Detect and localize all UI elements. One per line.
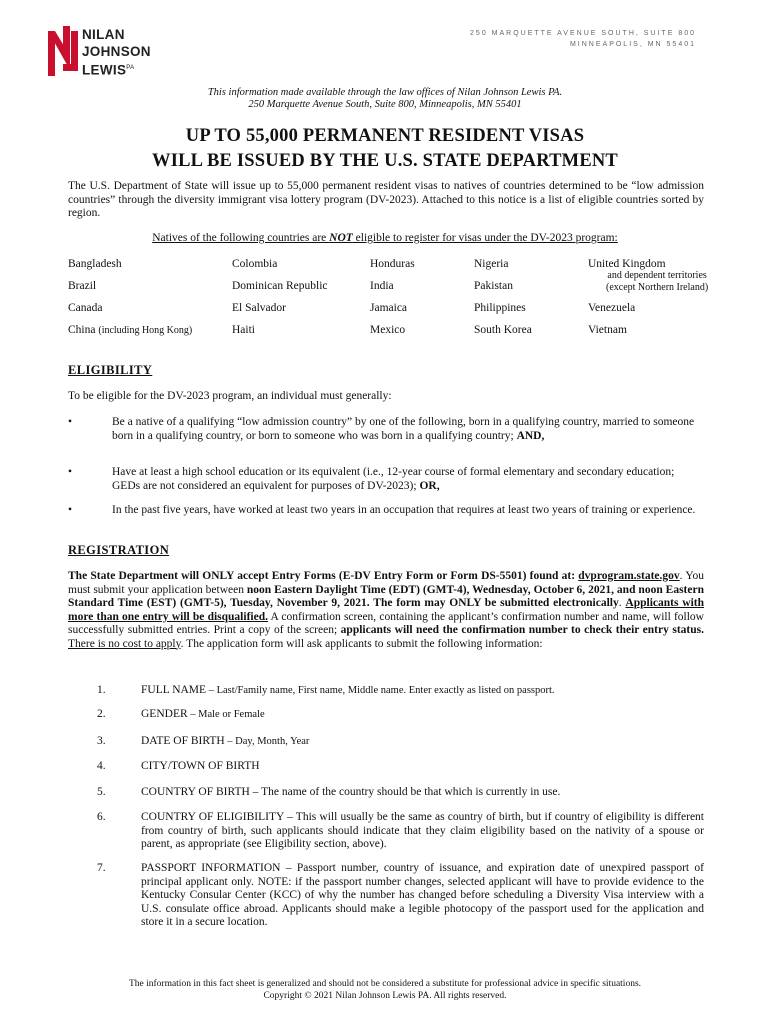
bullet-1-marker: • [68, 416, 73, 428]
item-2-text: GENDER – Male or Female [141, 708, 265, 720]
bullet-2-marker: • [68, 466, 73, 478]
country-col5-row3: Venezuela [588, 302, 636, 314]
country-col5-row1: United Kingdom [588, 258, 666, 270]
intro-note [0, 87, 770, 111]
registration-paragraph: The State Department will ONLY accept Entry Forms (E-DV Entry Form or Form DS-5501) found at: dvprogram.state.gov. You must submit your application between noon Eastern Daylight Time (EDT) (GMT-4), Wednesday, October 6, 2021, and noon Eastern Standard Time (EST) (GMT-5), Tuesday, November 9, 2021. The form may ONLY be submitted electronically. Applicants with more than one entry will be disqualified. A confirmation screen, containing the applicant’s confirmation number and name, will follow successfully submitted entries. Print a copy of the screen; applicants will need the confirmation number to check their entry status. There is no cost to apply. The application form will ask applicants to submit the following information: [68, 570, 705, 650]
eligibility-bullet-2: Have at least a high school education or its equivalent (i.e., 12-year course of formal elementary and secondary education; GEDs are not considered an equivalent for purposes of DV-2023); OR, [112, 466, 675, 492]
footer-disclaimer: The information in this fact sheet is generalized and should not be considered a substitute for professional advice in specific situations. [128, 979, 642, 989]
country-col1-row1: Bangladesh [68, 258, 122, 270]
eligibility-heading: ELIGIBILITY [68, 363, 153, 377]
country-col4-row3: Philippines [474, 302, 526, 314]
country-col5-row4: Vietnam [588, 324, 627, 336]
country-col4-row1: Nigeria [474, 258, 509, 270]
country-col4-row2: Pakistan [474, 280, 513, 292]
nilan-johnson-lewis-logo-icon [48, 26, 78, 76]
logo-wordmark [82, 27, 151, 79]
country-col2-row4: Haiti [232, 324, 255, 336]
country-col3-row4: Mexico [370, 324, 406, 336]
country-col1-row3: Canada [68, 302, 103, 314]
country-col2-row1: Colombia [232, 258, 278, 270]
uk-territories-note [606, 270, 708, 294]
eligibility-bullet-3: In the past five years, have worked at least two years in an occupation that requires at least two years of training or experience. [112, 504, 696, 516]
eligibility-bullet-1: Be a native of a qualifying “low admission country” by one of the following, born in a qualifying country, married to someone born in a qualifying country, or born to someone who was born in a qualifying country; AND, [112, 416, 695, 442]
intro-line-1: This information made available through the law offices of Nilan Johnson Lewis PA. [207, 87, 563, 98]
item-7-number: 7. [97, 862, 106, 874]
bullet-3-marker: • [68, 504, 73, 516]
item-3-text: DATE OF BIRTH – Day, Month, Year [141, 735, 310, 747]
item-4-number: 4. [97, 760, 106, 772]
item-5-text: COUNTRY OF BIRTH – The name of the country should be that which is currently in use. [141, 786, 561, 798]
country-col2-row3: El Salvador [232, 302, 286, 314]
country-col3-row2: India [370, 280, 394, 292]
page-footer [0, 978, 770, 1002]
header-address [470, 28, 696, 50]
item-6-number: 6. [97, 811, 106, 823]
item-5-number: 5. [97, 786, 106, 798]
uk-note-line-2: (except Northern Ireland) [606, 282, 709, 293]
title-line-1: UP TO 55,000 PERMANENT RESIDENT VISAS [185, 126, 585, 146]
eligibility-intro: To be eligible for the DV-2023 program, an individual must generally: [68, 390, 392, 402]
country-col3-row1: Honduras [370, 258, 415, 270]
item-1-number: 1. [97, 684, 106, 696]
header-address-line-1: 250 MARQUETTE AVENUE SOUTH, SUITE 800 [470, 30, 696, 37]
item-2-number: 2. [97, 708, 106, 720]
logo-line-3: $LEWIS^{PA}$ [82, 62, 135, 78]
intro-line-2: 250 Marquette Avenue South, Suite 800, Minneapolis, MN 55401 [248, 99, 522, 110]
logo-line-1: NILAN [82, 27, 125, 42]
header-address-line-2: MINNEAPOLIS, MN 55401 [569, 41, 696, 48]
registration-heading: REGISTRATION [68, 543, 170, 557]
country-col1-row4: China (including Hong Kong) [68, 324, 193, 336]
summary-paragraph: The U.S. Department of State will issue up to 55,000 permanent resident visas to natives of countries determined to be “low admission countries” through the diversity immigrant visa lottery program (DV-2023). Attached to this notice is a list of eligible countries sorted by region. [68, 180, 704, 219]
item-4-text: CITY/TOWN OF BIRTH [141, 760, 260, 772]
country-col2-row2: Dominican Republic [232, 280, 328, 292]
dvprogram-link[interactable]: dvprogram.state.gov [578, 570, 680, 582]
item-6-text: COUNTRY OF ELIGIBILITY – This will usually be the same as country of birth, but if country of eligibility is different from country of birth, such applicants should indicate that they claim eligibility based on the nativity of a spouse or parent, as appropriate (see Eligibility section, above). [141, 811, 704, 850]
item-7-text: PASSPORT INFORMATION – Passport number, country of issuance, and expiration date of unexpired passport of principal applicant only. NOTE: if the passport number changes, selected applicant will have to provide evidence to the Kentucky Consular Center (KCC) of why the number has changed before scheduling a Diversity Visa interview with a U.S. consulate office abroad. Applicants should make a legible photocopy of the passport used for the application and store it in a secure location. [141, 862, 704, 928]
country-col1-row2: Brazil [68, 280, 97, 292]
country-col4-row4: South Korea [474, 324, 532, 336]
natives-notice: Natives of the following countries are NOT eligible to register for visas under the DV-2023 program: [152, 232, 618, 244]
page-title [0, 124, 770, 174]
title-line-2: WILL BE ISSUED BY THE U.S. STATE DEPARTMENT [152, 151, 618, 171]
uk-note-line-1: and dependent territories [607, 270, 707, 281]
item-1-text: FULL NAME – Last/Family name, First name, Middle name. Enter exactly as listed on passport. [141, 684, 555, 696]
item-3-number: 3. [97, 735, 106, 747]
country-col3-row3: Jamaica [370, 302, 408, 314]
footer-copyright: Copyright © 2021 Nilan Johnson Lewis PA. All rights reserved. [263, 991, 507, 1001]
logo-line-2: JOHNSON [82, 43, 151, 59]
